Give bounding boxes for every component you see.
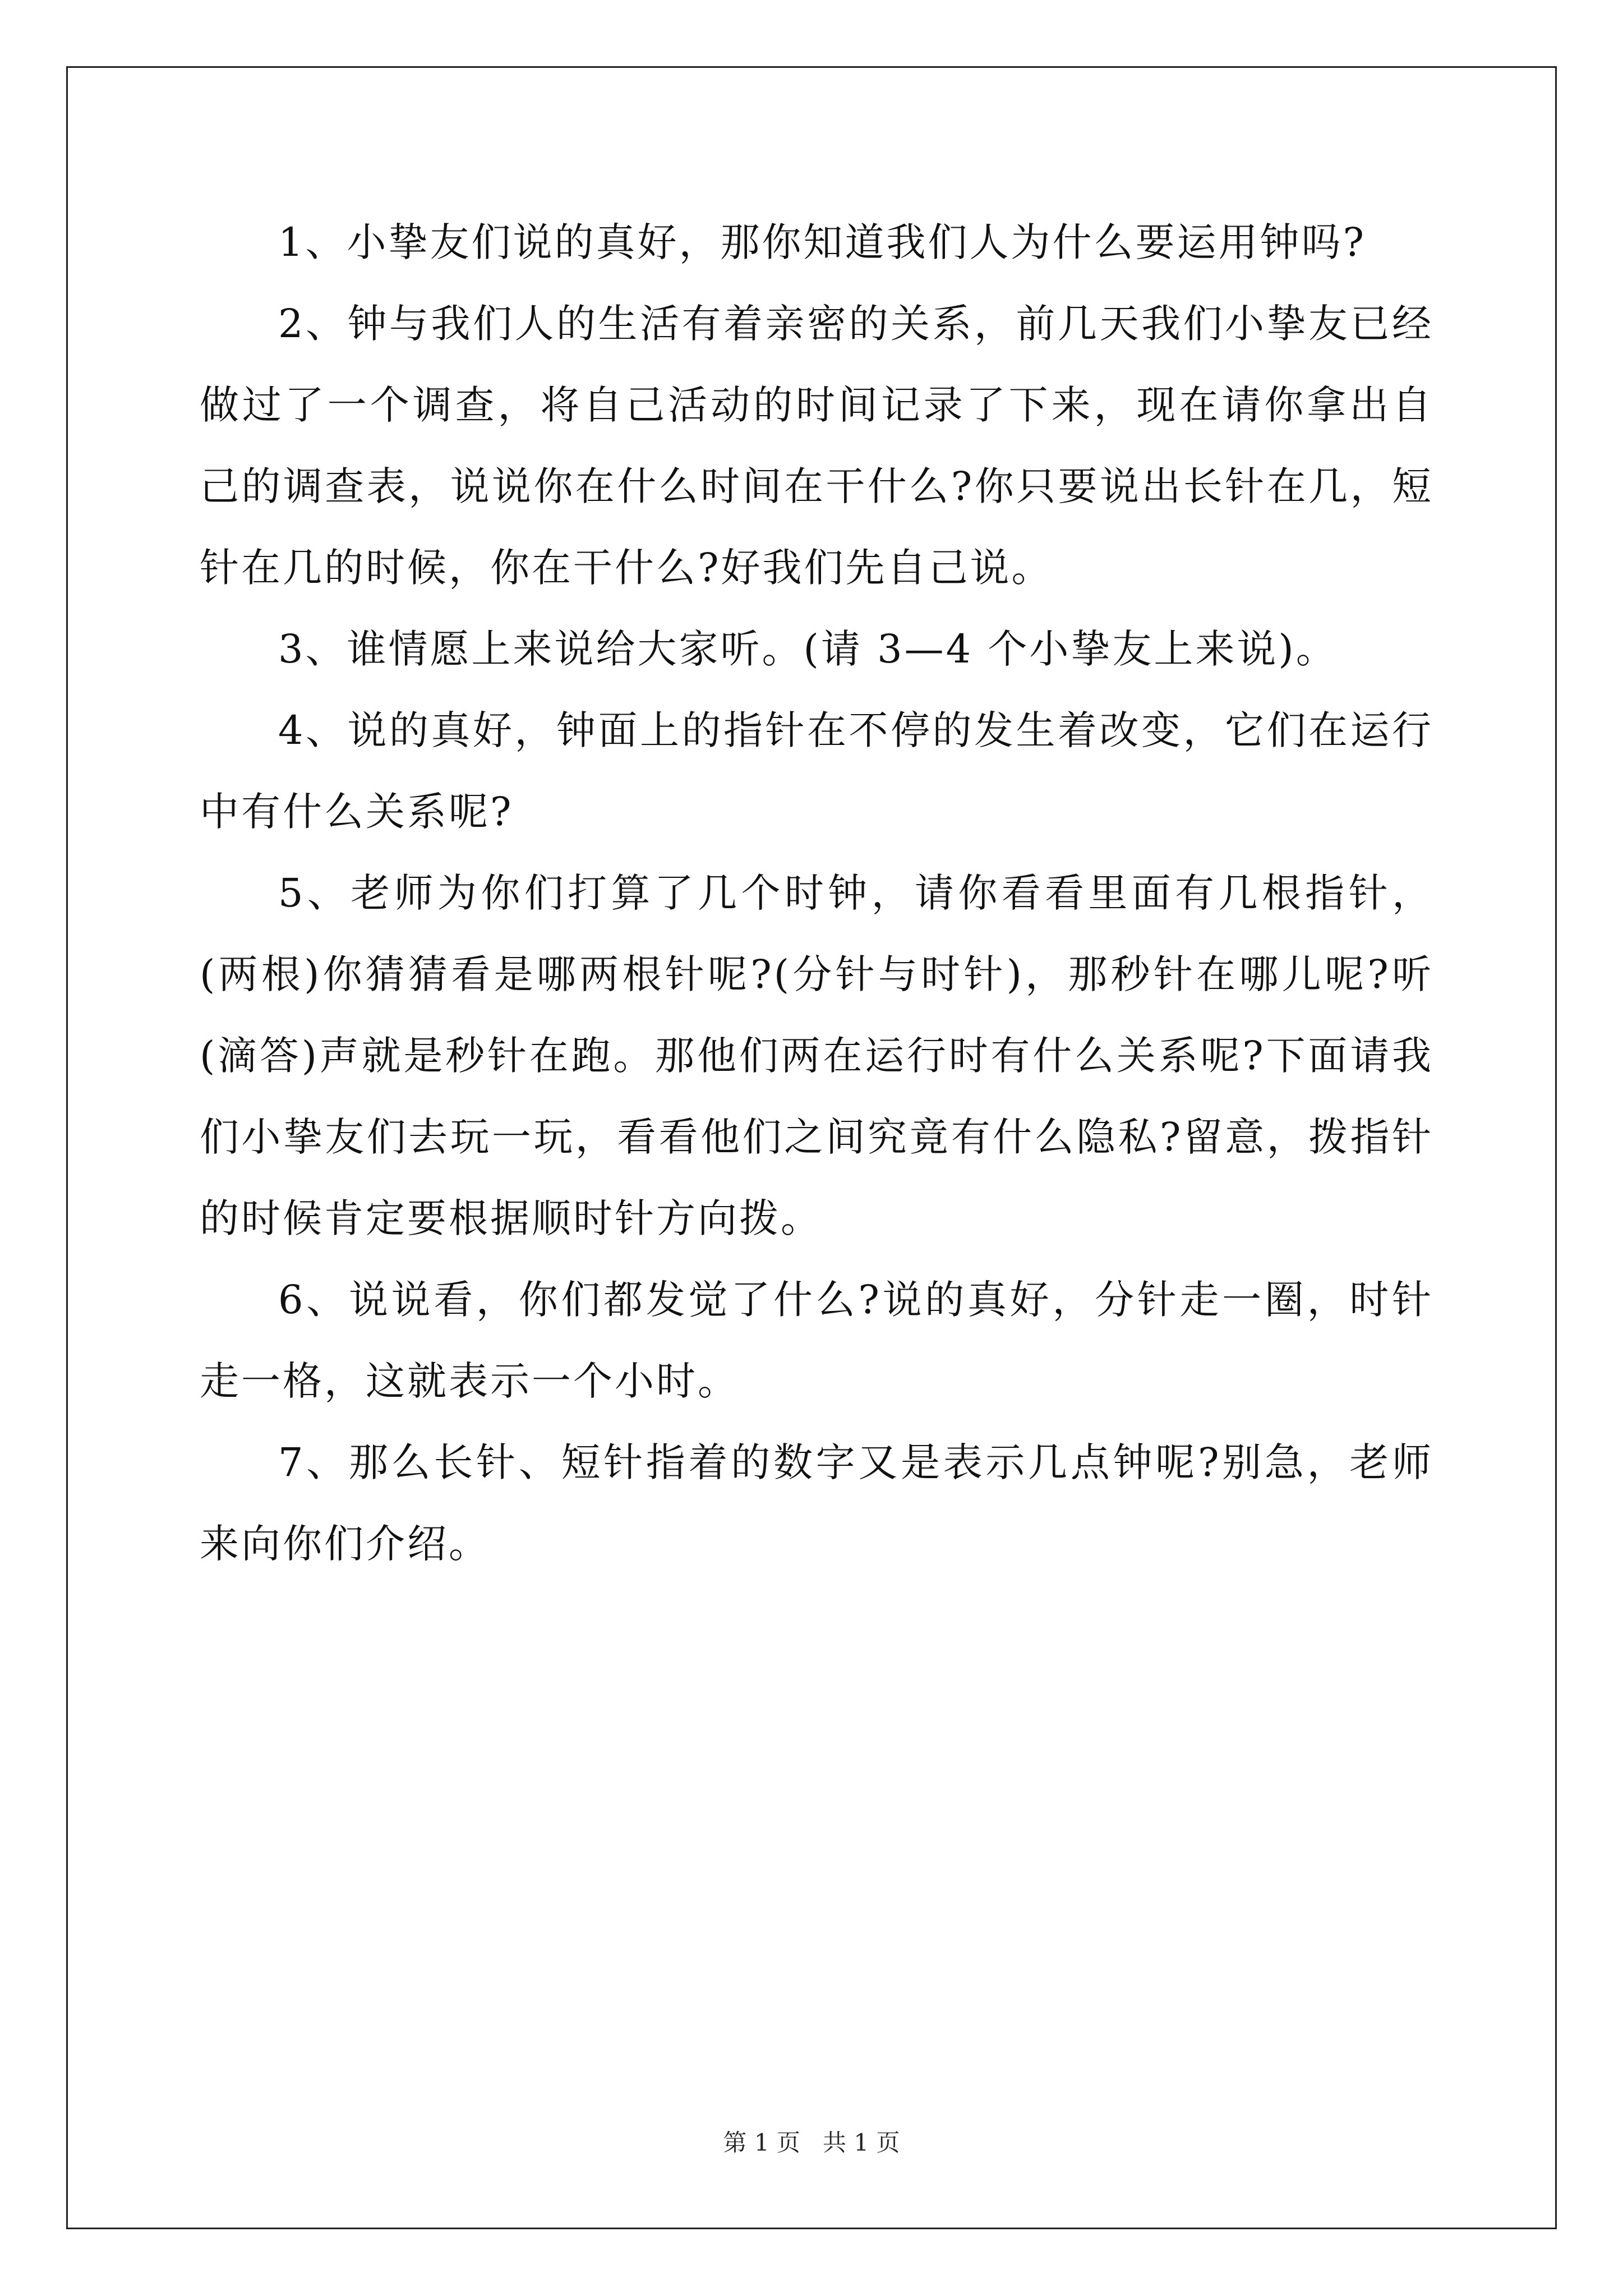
paragraph-7: 7、那么长针、短针指着的数字又是表示几点钟呢?别急，老师来向你们介绍。: [200, 1439, 1433, 1567]
paragraph-2: 2、钟与我们人的生活有着亲密的关系，前几天我们小挚友已经做过了一个调查，将自己活动的时间记录了下来，现在请你拿出自己的调查表，说说你在什么时间在干什么?你只要说出长针在几，短针在几的时候，你在干什么?好我们先自己说。: [200, 301, 1433, 591]
page-number: 第 1 页: [723, 2129, 800, 2156]
paragraph-3: 3、谁情愿上来说给大家听。(请 3—4 个小挚友上来说)。: [278, 626, 1338, 672]
page-total: 共 1 页: [823, 2129, 900, 2156]
paragraph-1: 1、小挚友们说的真好，那你知道我们人为什么要运用钟吗?: [278, 219, 1367, 265]
paragraph-5: 5、老师为你们打算了几个时钟，请你看看里面有几根指针，(两根)你猜猜看是哪两根针呢?(分针与时针)，那秒针在哪儿呢?听(滴答)声就是秒针在跑。那他们两在运行时有什么关系呢?下面请我们小挚友们去玩一玩，看看他们之间究竟有什么隐私?留意，拨指针的时候肯定要根据顺时针方向拨。: [200, 870, 1433, 1241]
paragraph-4: 4、说的真好，钟面上的指针在不停的发生着改变，它们在运行中有什么关系呢?: [200, 707, 1433, 835]
page-footer: [0, 2126, 1623, 2160]
paragraph-6: 6、说说看，你们都发觉了什么?说的真好，分针走一圈，时针走一格，这就表示一个小时。: [200, 1277, 1433, 1404]
document-body: [200, 202, 1433, 1585]
